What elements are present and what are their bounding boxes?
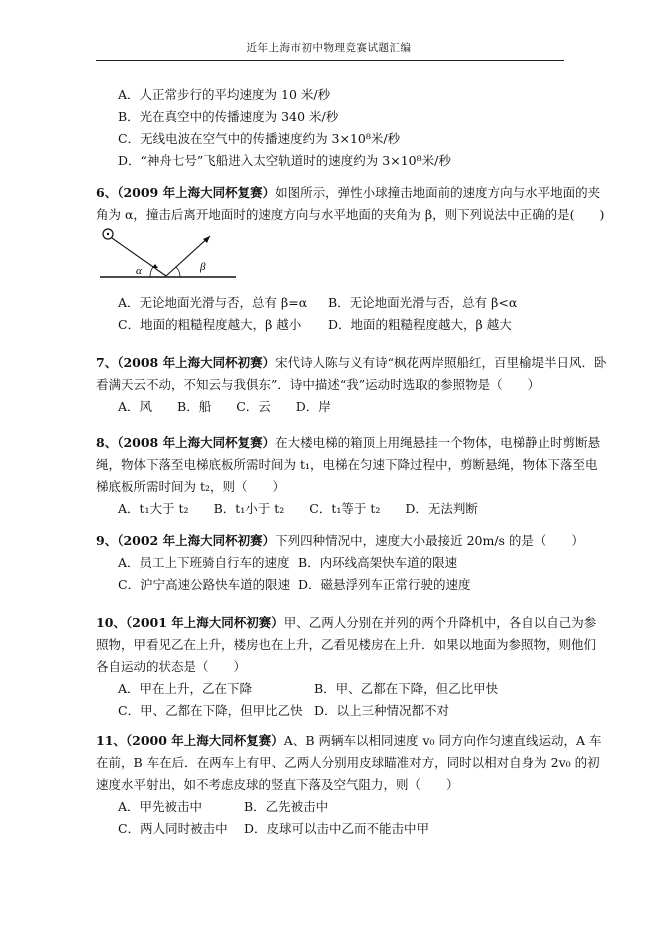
question-10 xyxy=(96,612,597,722)
question-8-text-1: 在大楼电梯的箱顶上用绳悬挂一个物体，电梯静止时剪断悬 xyxy=(275,435,601,450)
option-a: A．人正常步行的平均速度为 10 米/秒 xyxy=(118,87,331,102)
page-header-title: 近年上海市初中物理竞赛试题汇编 xyxy=(246,42,412,54)
question-7-text-2: 看满天云不动，不知云与我俱东”．诗中描述“我”运动时选取的参照物是（ ） xyxy=(96,377,541,392)
question-11 xyxy=(96,730,602,840)
option-c: C．甲、乙都在下降，但甲比乙快 xyxy=(118,703,303,718)
option-d: D．皮球可以击中乙而不能击中甲 xyxy=(244,821,430,836)
question-9-tag: 9、（2002 年上海大同杯初赛） xyxy=(96,533,276,548)
ball-bounce-figure xyxy=(100,228,240,288)
question-10-text-1: 甲、乙两人分别在并列的两个升降机中，各自以自己为参 xyxy=(283,615,597,630)
question-6 xyxy=(96,182,605,226)
question-5-options xyxy=(118,84,568,172)
option-d: D．“神舟七号”飞船进入太空轨道时的速度约为 3×10⁸米/秒 xyxy=(118,153,451,168)
alpha-label: α xyxy=(136,265,142,277)
question-9-text-1: 下列四种情况中，速度大小最接近 20m/s 的是（ ） xyxy=(275,533,584,548)
question-10-text-2: 照物，甲看见乙在上升，楼房也在上升，乙看见楼房在上升．如果以地面为参照物，则他们 xyxy=(96,637,597,652)
option-b: B．乙先被击中 xyxy=(244,799,329,814)
question-6-tag: 6、（2009 年上海大同杯复赛） xyxy=(96,185,276,200)
question-8-tag: 8、（2008 年上海大同杯复赛） xyxy=(96,435,276,450)
option-b: B．光在真空中的传播速度为 340 米/秒 xyxy=(118,109,339,124)
option-b: B．无论地面光滑与否，总有 β<α xyxy=(328,295,518,310)
question-7-options: A．风 B．船 C．云 D．岸 xyxy=(118,399,331,414)
question-6-options xyxy=(118,292,568,336)
question-11-text-3: 速度水平射出，如不考虑皮球的竖直下落及空气阻力，则（ ） xyxy=(96,777,459,792)
option-d: D．地面的粗糙程度越大，β 越大 xyxy=(328,317,512,332)
question-6-text-1: 如图所示，弹性小球撞击地面前的速度方向与水平地面的夹 xyxy=(275,185,601,200)
question-7-text-1: 宋代诗人陈与义有诗“枫花两岸照船红，百里榆堤半日风．卧 xyxy=(275,355,607,370)
option-a: A．无论地面光滑与否，总有 β=α xyxy=(118,295,308,310)
question-11-tag: 11、（2000 年上海大同杯复赛） xyxy=(96,733,284,748)
question-8 xyxy=(96,432,601,520)
option-c: C．沪宁高速公路快车道的限速 xyxy=(118,577,291,592)
header-divider xyxy=(96,60,564,61)
option-a: A．甲先被击中 xyxy=(118,799,203,814)
question-9 xyxy=(96,530,584,596)
option-d: D．以上三种情况都不对 xyxy=(314,703,450,718)
question-8-options: A．t₁大于 t₂ B．t₁小于 t₂ C．t₁等于 t₂ D．无法判断 xyxy=(118,501,478,516)
question-11-text-1: A、B 两辆车以相同速度 v₀ 同方向作匀速直线运动，A 车 xyxy=(283,733,602,748)
option-b: B．甲、乙都在下降，但乙比甲快 xyxy=(314,681,499,696)
question-8-text-2: 绳，物体下落至电梯底板所需时间为 t₁，电梯在匀速下降过程中，剪断悬绳，物体下落至电 xyxy=(96,457,598,472)
question-8-text-3: 梯底板所需时间为 t₂，则（ ） xyxy=(96,479,286,494)
option-c: C．地面的粗糙程度越大，β 越小 xyxy=(118,317,302,332)
question-11-text-2: 在前，B 车在后．在两车上有甲、乙两人分别用皮球瞄准对方，同时以相对自身为 2v₀ 的初 xyxy=(96,755,600,770)
option-a: A．员工上下班骑自行车的速度 xyxy=(118,555,290,570)
question-7-tag: 7、（2008 年上海大同杯初赛） xyxy=(96,355,276,370)
question-6-text-2: 角为 α，撞击后离开地面时的速度方向与水平地面的夹角为 β，则下列说法中正确的是( ) xyxy=(96,207,605,222)
option-a: A．甲在上升，乙在下降 xyxy=(118,681,253,696)
option-c: C．无线电波在空气中的传播速度约为 3×10⁸米/秒 xyxy=(118,131,401,146)
option-c: C．两人同时被击中 xyxy=(118,821,228,836)
option-b: B．内环线高架快车道的限速 xyxy=(298,555,458,570)
question-10-text-3: 各自运动的状态是（ ） xyxy=(96,659,247,674)
beta-label: β xyxy=(200,261,206,273)
question-7 xyxy=(96,352,607,418)
question-10-tag: 10、（2001 年上海大同杯初赛） xyxy=(96,615,284,630)
option-d: D．磁悬浮列车正常行驶的速度 xyxy=(298,577,471,592)
